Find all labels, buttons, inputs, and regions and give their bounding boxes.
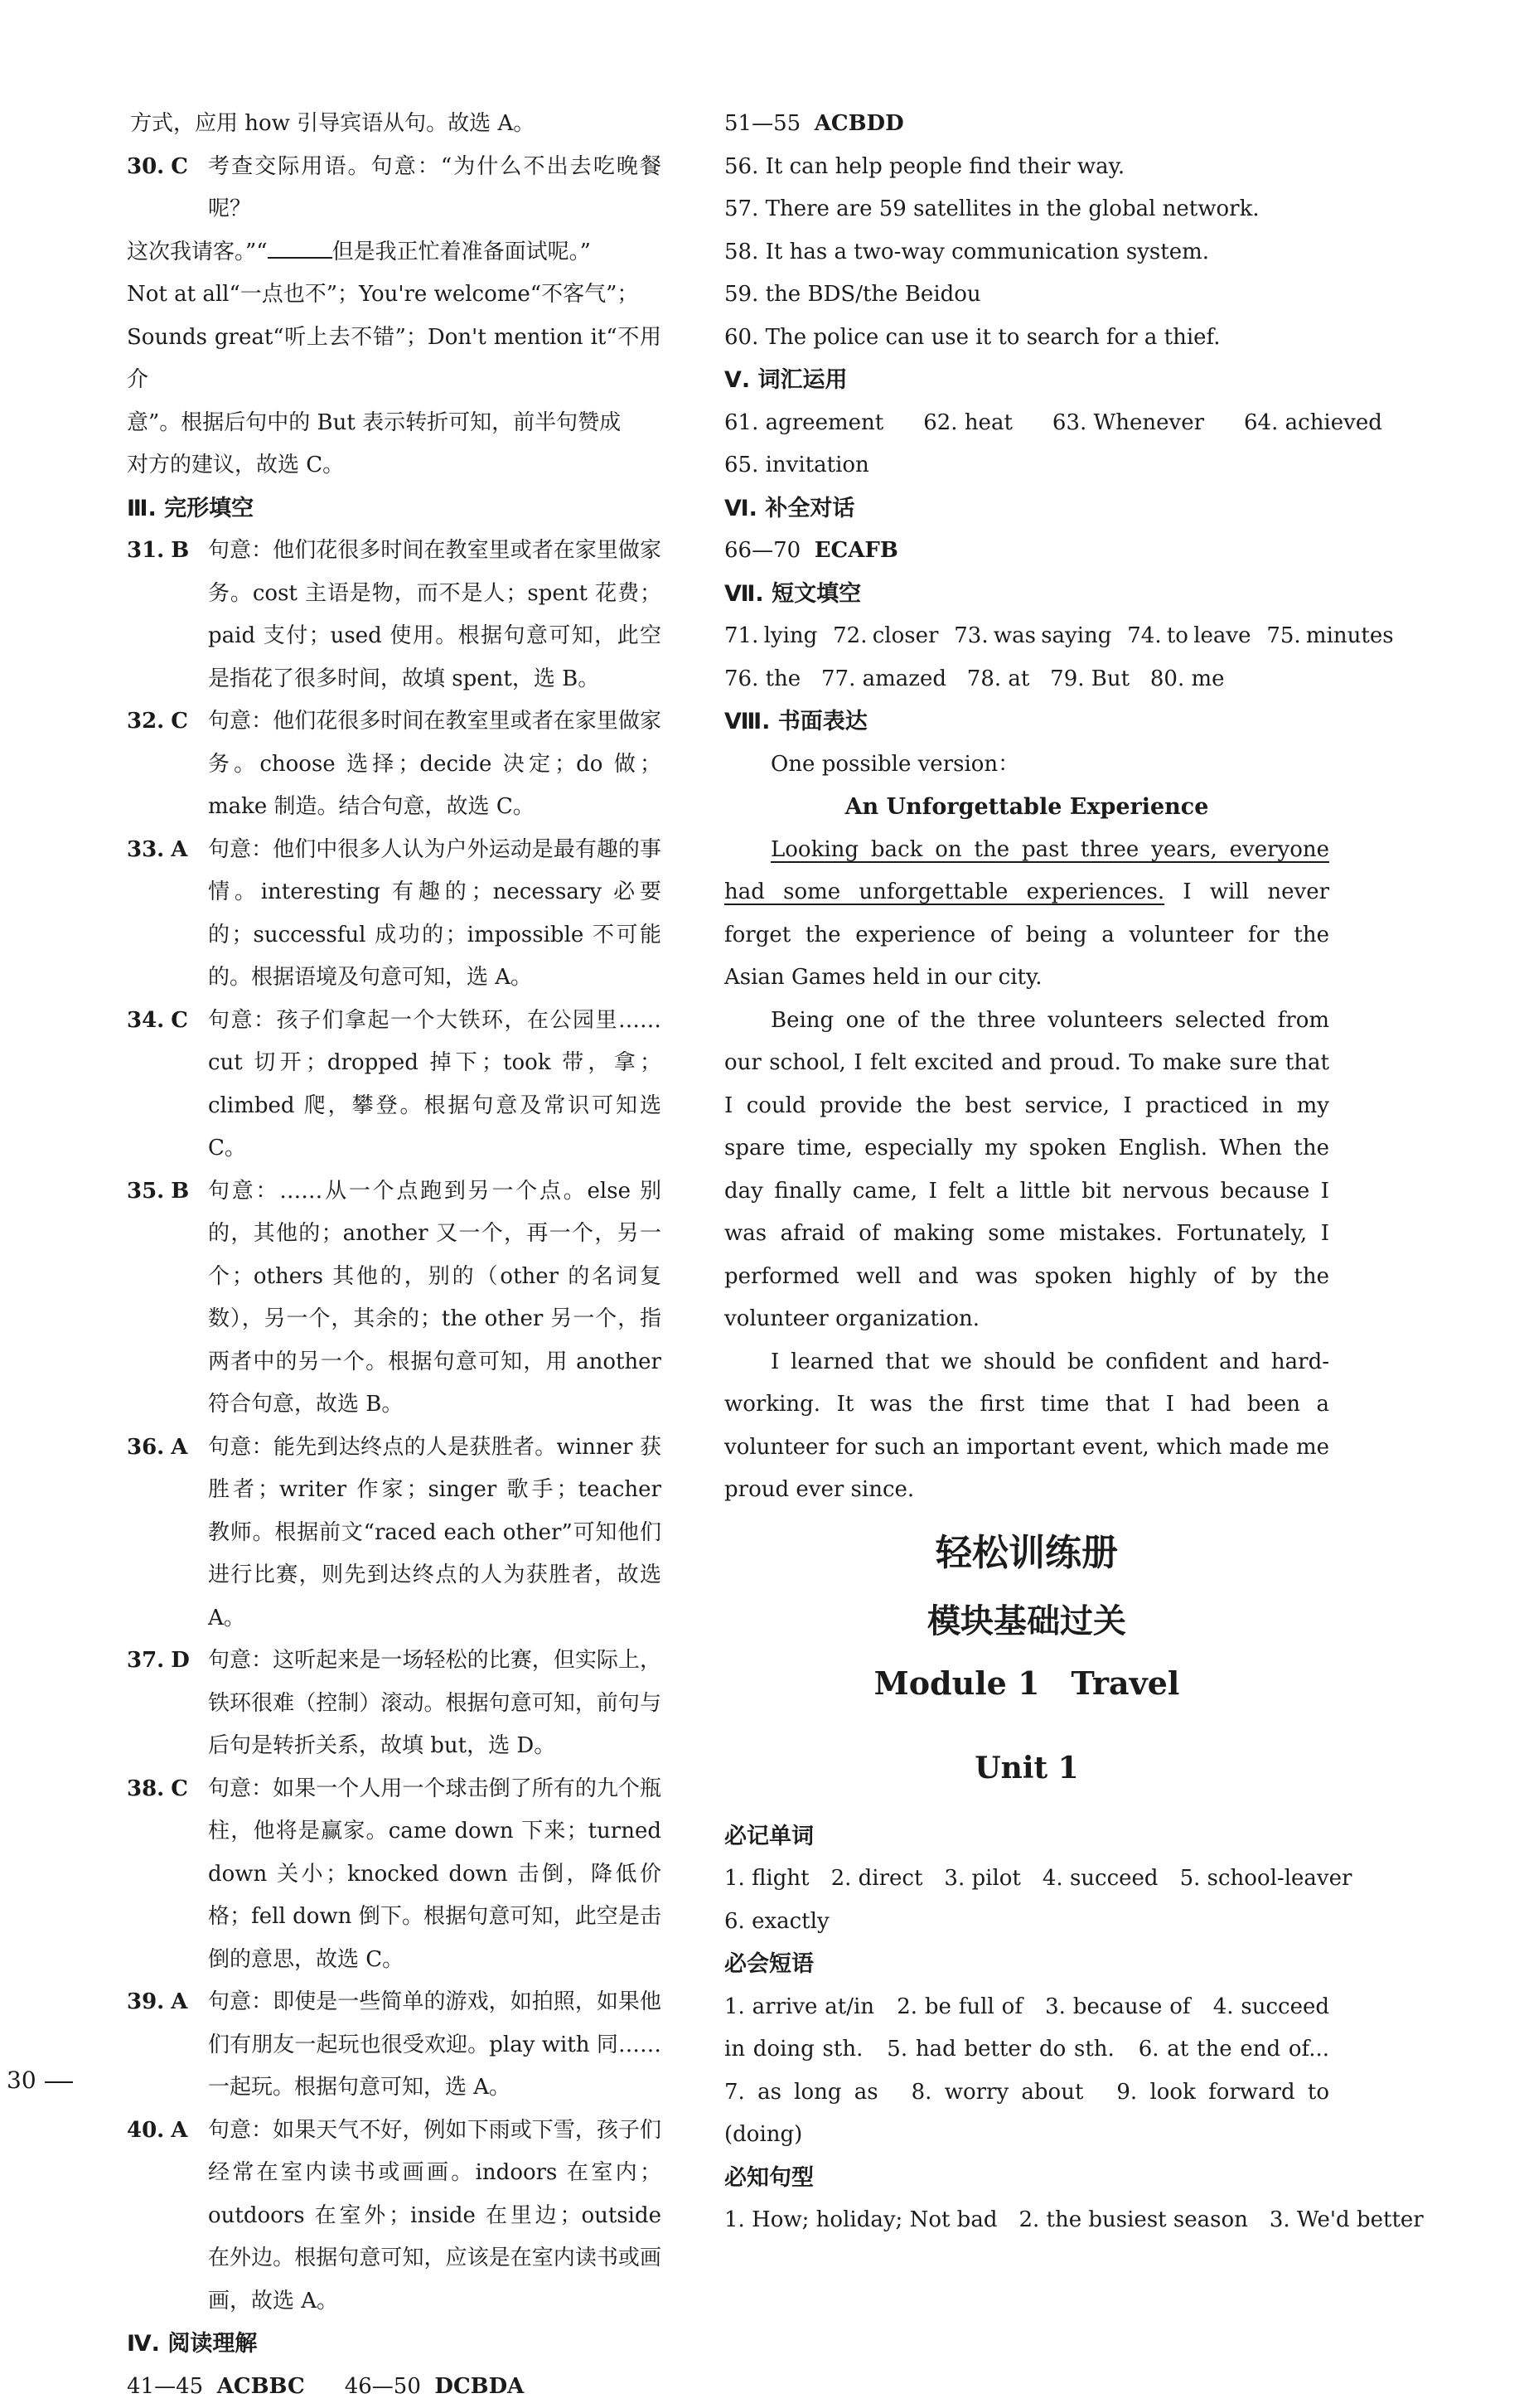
answers-51-55: 51—55 ACBDD	[724, 103, 1329, 146]
section-heading-dialogue: Ⅵ. 补全对话	[724, 487, 1329, 531]
passage-fill-answers-row1: 71. lying 72. closer 73. was saying 74. to leave 75. minutes	[724, 615, 1329, 658]
answer-57: 57. There are 59 satellites in the global network.	[724, 188, 1329, 231]
book-title: 轻松训练册	[724, 1519, 1329, 1588]
essay-title: An Unforgettable Experience	[724, 786, 1329, 829]
vocabulary-answers: 61. agreement 62. heat 63. Whenever 64. achieved	[724, 402, 1329, 445]
underlined-topic-sentence: Looking back on the past three years, everyone had some unforgettable experiences.	[724, 837, 1329, 905]
unit-title: Unit 1	[724, 1739, 1329, 1797]
item-explanation: 考查交际用语。句意：“为什么不出去吃晚餐呢？ 这次我请客。”“ 但是我正忙着准备面试呢。” Not at all“一点也不”；You're welcome“不客气”； Sounds great“听上去不错”；Don't mention it“不用介 意”。根据后句中的 But 表示转折可知，前半句赞成 对方的建议，故选 C。	[208, 146, 661, 487]
essay-paragraph-3: I learned that we should be confident and hard-working. It was the first time that I had been a volunteer for such an important event, which made me proud ever since.	[724, 1341, 1329, 1512]
sentences-line-1: 1. How; holiday; Not bad 2. the busiest season 3. We'd better	[724, 2199, 1329, 2242]
section-title: 模块基础过关	[724, 1588, 1329, 1655]
possible-version-label: One possible version：	[724, 744, 1329, 787]
section-heading-cloze: Ⅲ. 完形填空	[127, 487, 661, 531]
module-title: Module 1 Travel	[724, 1655, 1329, 1713]
vocabulary-answer-65: 65. invitation	[724, 444, 1329, 487]
dialogue-answers: 66—70 ECAFB	[724, 530, 1329, 573]
phrases-list: 1. arrive at/in 2. be full of 3. because of 4. succeed in doing sth. 5. had better do sth. 6. at the end of... 7. as long as 8. worry about 9. look forward to (doing)	[724, 1986, 1329, 2157]
answer-59: 59. the BDS/the Beidou	[724, 274, 1329, 317]
answer-item-32: 32. C 句意：他们花很多时间在教室里或者在家里做家务。choose 选择；decide 决定；do 做；make 制造。结合句意，故选 C。	[127, 700, 661, 829]
answer-item-35: 35. B 句意：……从一个点跑到另一个点。else 别的，其他的；another 又一个，再一个，另一个；others 其他的，别的（other 的名词复数），另一个，其余的；the other 另一个，指两者中的另一个。根据句意可知，用 another 符合句意，故选 B。	[127, 1170, 661, 1427]
right-column	[724, 103, 1329, 2242]
answer-item-38: 38. C 句意：如果一个人用一个球击倒了所有的九个瓶柱，他将是赢家。came down 下来；turned down 关小；knocked down 击倒，降低价格；fell down 倒下。根据句意可知，此空是击倒的意思，故选 C。	[127, 1768, 661, 1982]
answer-item-36: 36. A 句意：能先到达终点的人是获胜者。winner 获胜者；writer 作家；singer 歌手；teacher 教师。根据前文“raced each other”可知他们进行比赛，则先到达终点的人为获胜者，故选 A。	[127, 1427, 661, 1640]
answer-58: 58. It has a two-way communication system.	[724, 231, 1329, 274]
section-heading-vocabulary: Ⅴ. 词汇运用	[724, 359, 1329, 402]
sentences-heading: 必知句型	[724, 2157, 1329, 2200]
q29-continuation: 方式，应用 how 引导宾语从句。故选 A。	[127, 103, 661, 146]
answer-item-34: 34. C 句意：孩子们拿起一个大铁环，在公园里…… cut 切开；dropped 掉下；took 带，拿；climbed 爬，攀登。根据句意及常识可知选 C。	[127, 1000, 661, 1170]
answer-item-39: 39. A 句意：即使是一些简单的游戏，如拍照，如果他们有朋友一起玩也很受欢迎。play with 同……一起玩。根据句意可知，选 A。	[127, 1981, 661, 2110]
answer-56: 56. It can help people find their way.	[724, 146, 1329, 189]
phrases-heading: 必会短语	[724, 1943, 1329, 1986]
words-line-1: 1. flight 2. direct 3. pilot 4. succeed 5. school-leaver	[724, 1858, 1329, 1901]
words-line-2: 6. exactly	[724, 1901, 1329, 1944]
answer-item-40: 40. A 句意：如果天气不好，例如下雨或下雪，孩子们经常在室内读书或画画。indoors 在室内；outdoors 在室外；inside 在里边；outside 在外边。根据句意可知，应该是在室内读书或画画，故选 A。	[127, 2110, 661, 2323]
answer-item-37: 37. D 句意：这听起来是一场轻松的比赛，但实际上，铁环很难（控制）滚动。根据句意可知，前句与后句是转折关系，故填 but，选 D。	[127, 1640, 661, 1768]
answer-item-33: 33. A 句意：他们中很多人认为户外运动是最有趣的事情。interesting 有趣的；necessary 必要的；successful 成功的；impossible 不可能的。根据语境及句意可知，选 A。	[127, 829, 661, 1000]
section-heading-passage-fill: Ⅶ. 短文填空	[724, 573, 1329, 616]
answer-60: 60. The police can use it to search for a thief.	[724, 317, 1329, 360]
page-number: 30	[7, 2064, 73, 2097]
reading-answers: 41—45 ACBBC 46—50 DCBDA	[127, 2366, 661, 2408]
section-heading-reading: Ⅳ. 阅读理解	[127, 2323, 661, 2366]
essay-paragraph-1: Looking back on the past three years, everyone had some unforgettable experiences. I will never forget the experience of being a volunteer for the Asian Games held in our city.	[724, 829, 1329, 1000]
answer-item-31: 31. B 句意：他们花很多时间在教室里或者在家里做家务。cost 主语是物，而不是人；spent 花费；paid 支付；used 使用。根据句意可知，此空是指花了很多时间，故填 spent，选 B。	[127, 530, 661, 700]
essay-paragraph-2: Being one of the three volunteers selected from our school, I felt excited and proud. To make sure that I could provide the best service, I practiced in my spare time, especially my spoken English. When the day finally came, I felt a little bit nervous because I was afraid of making some mistakes. Fortunately, I performed well and was spoken highly of by the volunteer organization.	[724, 1000, 1329, 1341]
passage-fill-answers-row2: 76. the 77. amazed 78. at 79. But 80. me	[724, 658, 1329, 701]
answer-item-30	[127, 146, 661, 487]
answer-blank	[268, 239, 332, 259]
words-heading: 必记单词	[724, 1815, 1329, 1858]
left-column	[127, 103, 661, 2408]
section-heading-writing: Ⅷ. 书面表达	[724, 700, 1329, 744]
item-number: 30. C	[127, 146, 208, 487]
page-number-rule	[45, 2081, 73, 2083]
